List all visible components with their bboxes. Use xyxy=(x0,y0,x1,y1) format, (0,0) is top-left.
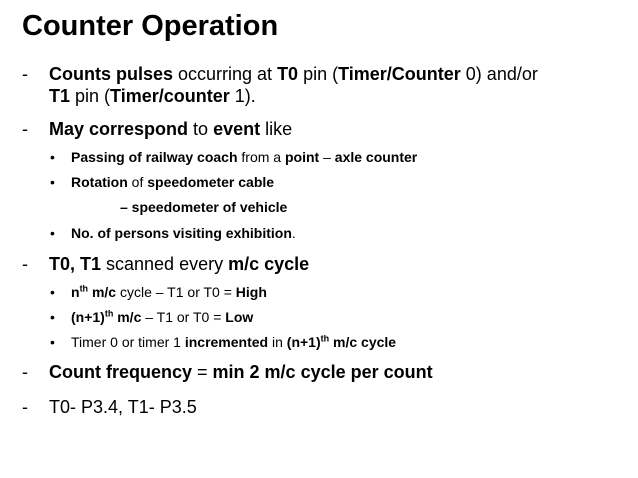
text: pin ( xyxy=(70,86,111,106)
term: n xyxy=(71,284,80,300)
term-t0: T0 xyxy=(277,64,299,84)
text: scanned every xyxy=(101,254,229,274)
term: axle counter xyxy=(334,149,418,165)
point-scanned xyxy=(22,253,622,275)
sub-point-continuation xyxy=(120,198,287,216)
sub-point-n-plus-1-cycle xyxy=(50,308,625,326)
sub-point-speedometer xyxy=(50,173,625,191)
term: T0, T1 xyxy=(49,254,102,274)
point-count-frequency xyxy=(22,361,622,383)
bullet-marker: • xyxy=(50,284,55,300)
text: in xyxy=(268,334,287,350)
text: Timer 0 or timer 1 xyxy=(71,334,185,350)
dash-marker: - xyxy=(22,397,28,417)
term: Rotation xyxy=(71,174,128,190)
text: = xyxy=(192,362,213,382)
sub-point-persons xyxy=(50,224,625,242)
text: 0) and/or xyxy=(460,64,538,84)
term-may-correspond: May correspond xyxy=(49,119,189,139)
text: – T1 or T0 = xyxy=(141,309,226,325)
term-t1: T1 xyxy=(49,86,71,106)
term-timer-counter: Timer/Counter xyxy=(338,64,461,84)
term: (n+1) xyxy=(71,309,105,325)
term: m/c cycle xyxy=(329,334,397,350)
term: High xyxy=(235,284,267,300)
term: speedometer cable xyxy=(147,174,275,190)
sub-point-text xyxy=(71,308,625,326)
sub-point-railway-coach xyxy=(50,148,625,166)
sub-point-text xyxy=(71,283,625,301)
point-counts-pulses xyxy=(22,63,622,107)
superscript: th xyxy=(320,333,330,344)
term: m/c cycle xyxy=(228,254,310,274)
dash-marker: - xyxy=(22,64,28,84)
point-text xyxy=(49,253,622,275)
point-text xyxy=(49,361,622,383)
sub-point-text xyxy=(71,173,625,191)
term: Low xyxy=(225,309,254,325)
dash-marker: - xyxy=(22,119,28,139)
superscript: th xyxy=(79,283,89,294)
term: – speedometer of vehicle xyxy=(120,199,288,215)
point-text xyxy=(49,63,622,107)
sub-point-increment xyxy=(50,333,625,351)
term: No. of persons visiting exhibition xyxy=(71,225,292,241)
dash-marker: - xyxy=(22,254,28,274)
text: from a xyxy=(237,149,285,165)
text: like xyxy=(260,119,293,139)
text: . xyxy=(291,225,296,241)
bullet-marker: • xyxy=(50,174,55,190)
text: – xyxy=(319,149,335,165)
term-counts-pulses: Counts pulses xyxy=(49,64,174,84)
bullet-marker: • xyxy=(50,149,55,165)
bullet-marker: • xyxy=(50,309,55,325)
text: to xyxy=(188,119,214,139)
term: point xyxy=(284,149,320,165)
dash-marker: - xyxy=(22,362,28,382)
text: pin ( xyxy=(298,64,339,84)
term: Count frequency xyxy=(49,362,193,382)
sub-point-text xyxy=(71,148,625,166)
sub-point-text xyxy=(71,224,625,242)
term: m/c xyxy=(88,284,117,300)
term: min 2 m/c cycle per count xyxy=(212,362,433,382)
bullet-marker: • xyxy=(50,334,55,350)
term: (n+1) xyxy=(286,334,321,350)
text: of xyxy=(127,174,148,190)
text: cycle – T1 or T0 = xyxy=(116,284,236,300)
text: occurring at xyxy=(173,64,278,84)
point-text: T0- P3.4, T1- P3.5 xyxy=(49,397,197,417)
point-pins xyxy=(22,396,622,418)
term-timer-counter-1: Timer/counter xyxy=(110,86,230,106)
term: incremented xyxy=(184,334,269,350)
term-event: event xyxy=(213,119,261,139)
term: Passing of railway coach xyxy=(71,149,238,165)
sub-point-nth-cycle xyxy=(50,283,625,301)
sub-point-text xyxy=(71,333,625,351)
point-may-correspond xyxy=(22,118,622,140)
point-text xyxy=(49,118,622,140)
term: m/c xyxy=(113,309,142,325)
text: 1). xyxy=(229,86,256,106)
bullet-marker: • xyxy=(50,225,55,241)
superscript: th xyxy=(104,308,114,319)
slide-title: Counter Operation xyxy=(22,10,279,42)
